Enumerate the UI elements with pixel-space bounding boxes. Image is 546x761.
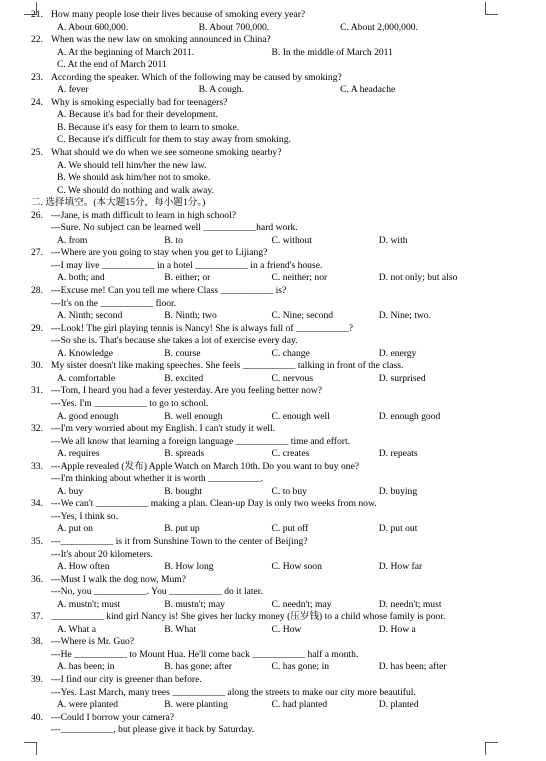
option-b: B. What [164,623,197,635]
option-b: B. We should ask him/her not to smoke. [57,172,211,184]
question-number: 37. [31,611,43,623]
options-row [51,373,486,386]
question-number: 35. [31,535,43,547]
question-text: ---It's on the ___________ floor. [51,297,177,309]
option-a: A. both; and [57,272,105,284]
option-b: B. bought [164,485,203,497]
option-b: B. excited [164,372,204,384]
question-36 [31,574,486,612]
question-text: ---___________, but please give it back by Saturday. [51,724,255,736]
option-b: B. In the middle of March 2011 [271,46,393,58]
question-38 [31,636,486,674]
question-number: 32. [31,423,43,435]
question-34 [31,498,486,536]
question-21 [31,9,486,34]
option-c: C. neither; nor [271,272,328,284]
question-text: ---Yes, I think so. [51,510,118,522]
option-a: A. good enough [57,410,119,422]
option-d: D. planted [378,699,419,711]
question-number: 22. [31,34,43,46]
option-d: D. Nine; two. [378,310,431,322]
question-23 [31,72,486,97]
options-row [51,661,486,674]
options-row [51,272,486,285]
option-b: B. How long [164,561,214,573]
question-text: Why is smoking especially bad for teenagers? [51,96,228,108]
crop-mark-bottom-left [24,742,37,755]
option-b: B. either; or [164,272,211,284]
option-c: C. change [271,347,310,359]
crop-mark-bottom-right [485,742,498,755]
question-27 [31,247,486,285]
option-d: D. has been; after [378,661,447,673]
question-text: According the speaker. Which of the following may be caused by smoking? [51,71,342,83]
question-number: 30. [31,360,43,372]
question-number: 24. [31,96,43,108]
option-b: B. A cough. [198,84,244,96]
question-text: ___________ kind girl Nancy is! She gives her lucky money (压岁钱) to a child whose family is poor. [51,611,446,623]
options-row [51,348,486,361]
option-a: A. from [57,234,88,246]
question-text: ---So she is. That's because she takes a lot of exercise every day. [51,335,298,347]
option-b: B. has gone; after [164,661,232,673]
crop-mark-top-right [485,2,498,15]
question-number: 27. [31,247,43,259]
options-row [51,47,486,60]
question-32 [31,423,486,461]
option-a: A. We should tell him/her the new law. [57,159,207,171]
options-row [51,411,486,424]
option-c: C. Because it's difficult for them to stay away from smoking. [57,134,291,146]
option-d: D. surprised [378,372,426,384]
options-row [51,84,486,97]
question-number: 26. [31,209,43,221]
question-text: ---It's about 20 kilometers. [51,548,153,560]
option-b: B. mustn't; may [164,598,225,610]
option-a: A. Because it's bad for their development. [57,109,219,121]
option-b: B. Ninth; two [164,310,217,322]
question-number: 34. [31,498,43,510]
question-text: ---Look! The girl playing tennis is Nancy! She is always full of ___________? [51,322,353,334]
option-b: B. were planting [164,699,228,711]
option-b: B. put up [164,523,200,535]
question-text: ---I'm thinking about whether it is worth ___________. [51,473,264,485]
option-b: B. About 700,000. [198,21,270,33]
option-c: C. has gone; in [271,661,330,673]
option-c: C. A headache [340,84,396,96]
question-text: How many people lose their lives because of smoking every year? [51,9,306,20]
option-c: C. About 2,000,000. [340,21,418,33]
question-text: ---Tom, I heard you had a fever yesterday. Are you feeling better now? [51,385,322,397]
question-24 [31,97,486,147]
question-text: ---Where is Mr. Guo? [51,636,135,648]
option-a: A. How often [57,561,110,573]
option-a: A. fever [57,84,89,96]
question-number: 25. [31,147,43,159]
option-c: C. How soon [271,561,322,573]
option-c: C. Nine; second [271,310,334,322]
question-number: 23. [31,71,43,83]
option-a: A. has been; in [57,661,115,673]
question-text: My sister doesn't like making speeches. She feels ___________ talking in front of the class. [51,360,404,372]
option-c: C. enough well [271,410,330,422]
question-40 [31,712,486,737]
option-b: B. to [164,234,183,246]
question-35 [31,536,486,574]
options-row [51,448,486,461]
question-25 [31,147,486,197]
question-text: ---No, you ___________. You ___________ do it later. [51,586,263,598]
option-d: D. put out [378,523,418,535]
question-text: ---I'm very worried about my English. I can't study it well. [51,423,276,435]
option-a: A. comfortable [57,372,116,384]
question-37 [31,611,486,636]
option-c: C. put off [271,523,309,535]
option-d: D. with [378,234,408,246]
question-text: ---Yes. Last March, many trees ___________ along the streets to make our city more beautiful. [51,686,416,698]
question-text: What should we do when we see someone smoking nearby? [51,147,282,159]
option-b: B. spreads [164,448,205,460]
question-number: 40. [31,711,43,723]
option-a: A. What a [57,623,96,635]
options-row [51,486,486,499]
option-c: C. At the end of March 2011 [57,59,167,71]
question-number: 39. [31,673,43,685]
question-number: 28. [31,285,43,297]
option-c: C. How [271,623,302,635]
question-text: ---We can't ___________ making a plan. Clean-up Day is only two weeks from now. [51,498,377,510]
question-text: When was the new law on smoking announced in China? [51,34,271,46]
option-d: D. enough good [378,410,441,422]
option-c: C. needn't; may [271,598,332,610]
option-a: A. Ninth; second [57,310,123,322]
question-39 [31,674,486,712]
options-row [51,699,486,712]
question-text: ---Could I borrow your camera? [51,711,175,723]
exam-sheet [31,9,486,737]
option-c: C. without [271,234,313,246]
question-number: 36. [31,573,43,585]
question-26 [31,210,486,248]
option-d: D. repeats [378,448,418,460]
option-b: B. well enough [164,410,223,422]
question-text: ---___________ is it from Sunshine Town to the center of Beijing? [51,535,308,547]
question-number: 33. [31,460,43,472]
options-row [51,599,486,612]
question-text: ---We all know that learning a foreign language ___________ time and effort. [51,435,351,447]
question-31 [31,385,486,423]
question-text: ---Jane, is math difficult to learn in high school? [51,209,236,221]
question-30 [31,360,486,385]
question-text: ---Sure. No subject can be learned well ___________hard work. [51,222,298,234]
question-28 [31,285,486,323]
option-a: A. put on [57,523,93,535]
option-d: D. How far [378,561,423,573]
question-text: ---Excuse me! Can you tell me where Class ___________ is? [51,285,287,297]
option-b: B. Because it's easy for them to learn to smoke. [57,121,240,133]
option-a: A. were planted [57,699,119,711]
question-22 [31,34,486,72]
option-a: A. About 600,000. [57,21,129,33]
question-text: ---He ___________ to Mount Hua. He'll come back ___________ half a month. [51,648,359,660]
option-d: D. not only; but also [378,272,458,284]
options-row [51,235,486,248]
option-c: C. We should do nothing and walk away. [57,184,214,196]
option-a: A. buy [57,485,84,497]
option-c: C. had planted [271,699,328,711]
question-text: ---Yes. I'm ___________ to go to school. [51,397,209,409]
option-d: D. energy [378,347,417,359]
option-c: C. to buy [271,485,307,497]
question-number: 21. [31,9,43,20]
option-b: B. course [164,347,201,359]
option-a: A. requires [57,448,100,460]
option-c: C. nervous [271,372,314,384]
option-d: D. How a [378,623,416,635]
options-row [51,22,486,35]
question-number: 38. [31,636,43,648]
question-29 [31,323,486,361]
options-row [51,310,486,323]
section-title: 二. 选择填空。(本大题15分，每小题1分。) [31,197,206,209]
question-number: 31. [31,385,43,397]
option-c: C. creates [271,448,310,460]
question-text: ---Where are you going to stay when you get to Lijiang? [51,247,268,259]
option-d: D. buying [378,485,418,497]
question-text: ---I may live ___________ in a hotel ___________ in a friend's house. [51,259,323,271]
question-33 [31,461,486,499]
option-a: A. mustn't; must [57,598,121,610]
question-text: ---Must I walk the dog now, Mum? [51,573,187,585]
question-number: 29. [31,322,43,334]
question-text: ---I find our city is greener than before. [51,673,202,685]
options-row [51,523,486,536]
question-text: ---Apple revealed (发布) Apple Watch on March 10th. Do you want to buy one? [51,460,360,472]
option-a: A. At the beginning of March 2011. [57,46,195,58]
options-row [51,561,486,574]
options-row [51,624,486,637]
option-a: A. Knowledge [57,347,113,359]
option-d: D. needn't; must [378,598,442,610]
